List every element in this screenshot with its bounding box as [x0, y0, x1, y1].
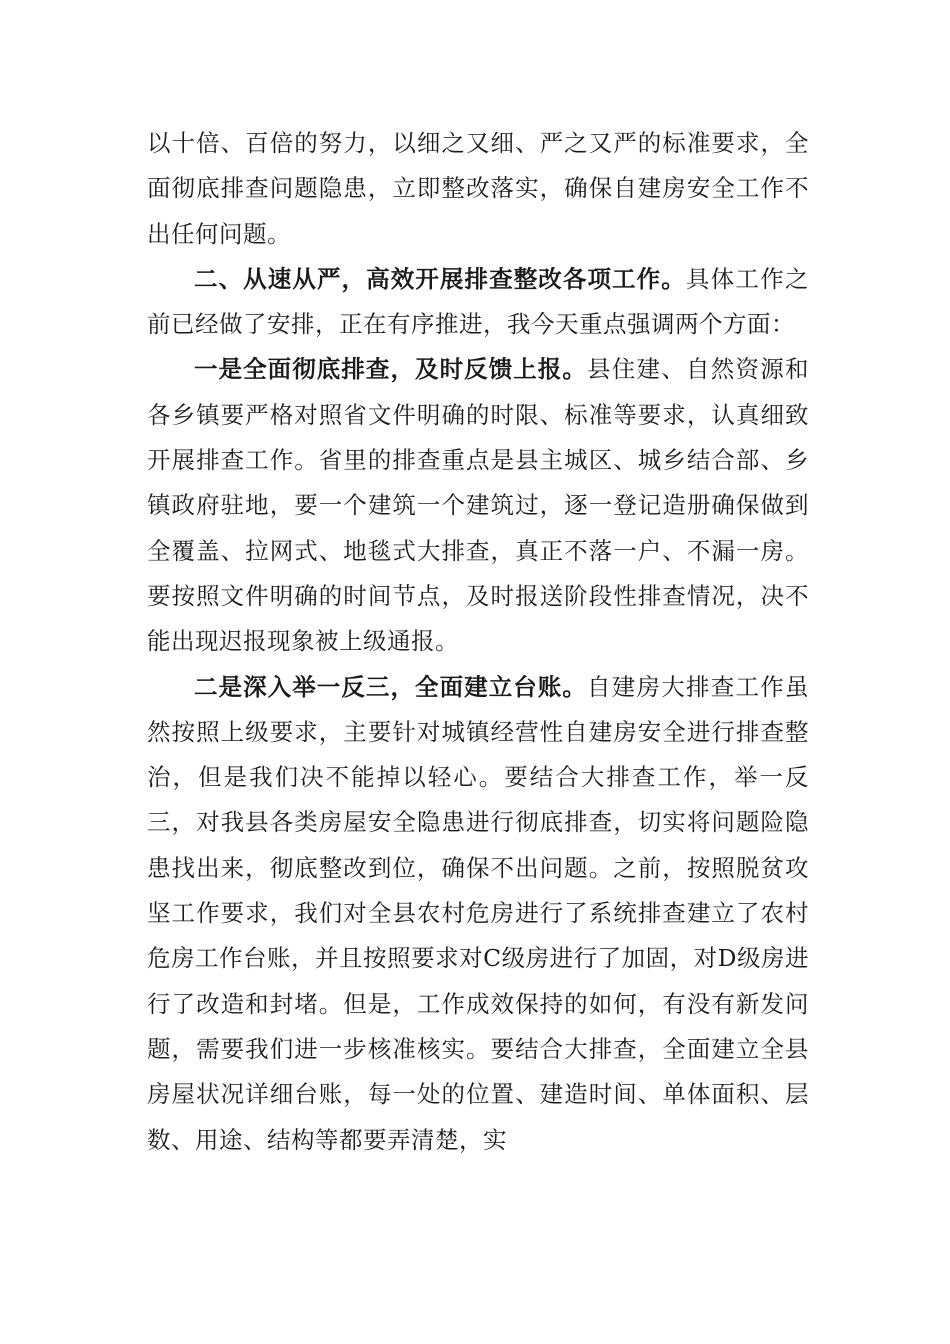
paragraph-2-text: 具体工作之前已经做了安排，正在有序推进，我今天重点强调两个方面：: [147, 264, 810, 339]
paragraph-4: [147, 665, 809, 1163]
document-body: [147, 121, 809, 1163]
paragraph-3-text: 县住建、自然资源和各乡镇要严格对照省文件明确的时限、标准等要求，认真细致开展排查工作。省里的排查重点是县主城区、城乡结合部、乡镇政府驻地，要一个建筑一个建筑过，逐一登记造册确保做到全覆盖、拉网式、地毯式大排查，真正不落一户、不漏一房。要按照文件明确的时间节点，及时报送阶段性排查情况，决不能出现迟报现象被上级通报。: [147, 355, 809, 656]
paragraph-3: [147, 347, 809, 664]
paragraph-1: [147, 121, 809, 257]
paragraph-1-text: 以十倍、百倍的努力，以细之又细、严之又严的标准要求，全面彻底排查问题隐患，立即整改落实，确保自建房安全工作不出任何问题。: [147, 129, 809, 248]
section-heading-2: 二、从速从严，高效开展排查整改各项工作。: [194, 264, 686, 293]
point-heading-1: 一是全面彻底排查，及时反馈上报。: [194, 355, 587, 384]
paragraph-4-text: 自建房大排查工作虽然按照上级要求，主要针对城镇经营性自建房安全进行排查整治，但是我们决不能掉以轻心。要结合大排查工作，举一反三，对我县各类房屋安全隐患进行彻底排查，切实将问题险隐患找出来，彻底整改到位，确保不出问题。之前，按照脱贫攻坚工作要求，我们对全县农村危房进行了系统排查建立了农村危房工作台账，并且按照要求对C级房进行了加固，对D级房进行了改造和封堵。但是，工作成效保持的如何，有没有新发问题，需要我们进一步核准核实。要结合大排查，全面建立全县房屋状况详细台账，每一处的位置、建造时间、单体面积、层数、用途、结构等都要弄清楚，实: [147, 672, 809, 1154]
point-heading-2: 二是深入举一反三，全面建立台账。: [194, 672, 587, 701]
paragraph-2: [147, 257, 809, 348]
